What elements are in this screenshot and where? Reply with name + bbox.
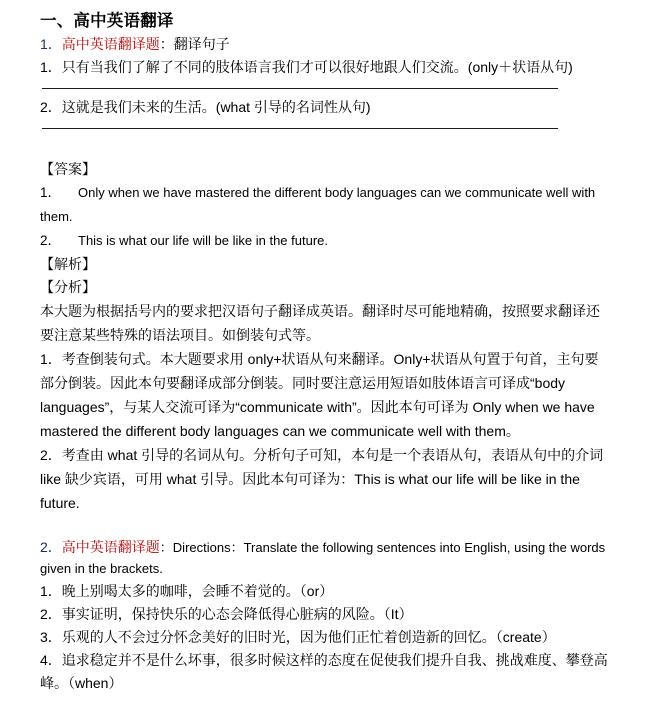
analysis-paragraph-1: 1．考查倒装句式。本大题要求用 only+状语从句来翻译。Only+状语从句置于句首，主句要部分倒装。因此本句要翻译成部分倒装。同时要注意运用短语如肢体语言可译成“body languages”，与某人交流可译为“communicate with”。因此本句可译为 Only when we have mastered the different body languages can we communicate well with them。 <box>40 351 599 439</box>
section-2-heading-rest: ：Directions：Translate the following sentences into English, using the words given in the brackets. <box>40 540 606 576</box>
section-2-question-1: 1．晚上别喝太多的咖啡，会睡不着觉的。（or） <box>40 583 334 599</box>
section-1-heading-rest: ：翻译句子 <box>159 36 230 52</box>
section-2-heading <box>40 537 610 579</box>
page-title: 一、高中英语翻译 <box>40 12 174 30</box>
answer-item-2 <box>40 229 610 253</box>
answer-blank-rule-1 <box>42 88 558 89</box>
explanation-section-label: 【解析】 <box>40 256 96 272</box>
section-1-heading <box>40 34 610 55</box>
answer-index-2: 2． <box>40 233 62 248</box>
spacer <box>40 515 610 537</box>
section-1-question-2: 2．这就是我们未来的生活。(what 引导的名词性从句) <box>40 99 371 115</box>
section-1-question-1: 1．只有当我们了解了不同的肢体语言我们才可以很好地跟人们交流。(only＋状语从句) <box>40 59 573 75</box>
answer-blank-rule-2 <box>42 128 558 129</box>
answer-text-2: This is what our life will be like in the future. <box>78 233 328 248</box>
section-2-red-label: 高中英语翻译题 <box>61 539 160 555</box>
answer-item-1 <box>40 181 610 229</box>
section-2-number: 2． <box>40 539 62 555</box>
answer-section-label: 【答案】 <box>40 161 96 177</box>
analysis-paragraph-2: 2．考查由 what 引导的名词从句。分析句子可知，本句是一个表语从句，表语从句中的介词 like 缺少宾语，可用 what 引导。因此本句可译为：This is what our life will be like in the future. <box>40 447 604 511</box>
analysis-paragraph-0: 本大题为根据括号内的要求把汉语句子翻译成英语。翻译时尽可能地精确，按照要求翻译还要注意某些特殊的语法项目。如倒装句式等。 <box>40 303 600 343</box>
section-2-question-3: 3．乐观的人不会过分怀念美好的旧时光，因为他们正忙着创造新的回忆。（create） <box>40 629 556 645</box>
answer-text-1: Only when we have mastered the different body languages can we communicate well with them. <box>40 185 596 224</box>
spacer <box>40 136 610 158</box>
section-1-red-label: 高中英语翻译题 <box>61 36 160 52</box>
section-1-number: 1． <box>40 36 62 52</box>
section-2-question-2: 2．事实证明，保持快乐的心态会降低得心脏病的风险。（It） <box>40 606 413 622</box>
section-2-question-4: 4．追求稳定并不是什么坏事，很多时候这样的态度在促使我们提升自我、挑战难度、攀登高峰。（when） <box>40 652 608 691</box>
answer-index-1: 1． <box>40 185 62 200</box>
analysis-section-label: 【分析】 <box>40 279 96 295</box>
